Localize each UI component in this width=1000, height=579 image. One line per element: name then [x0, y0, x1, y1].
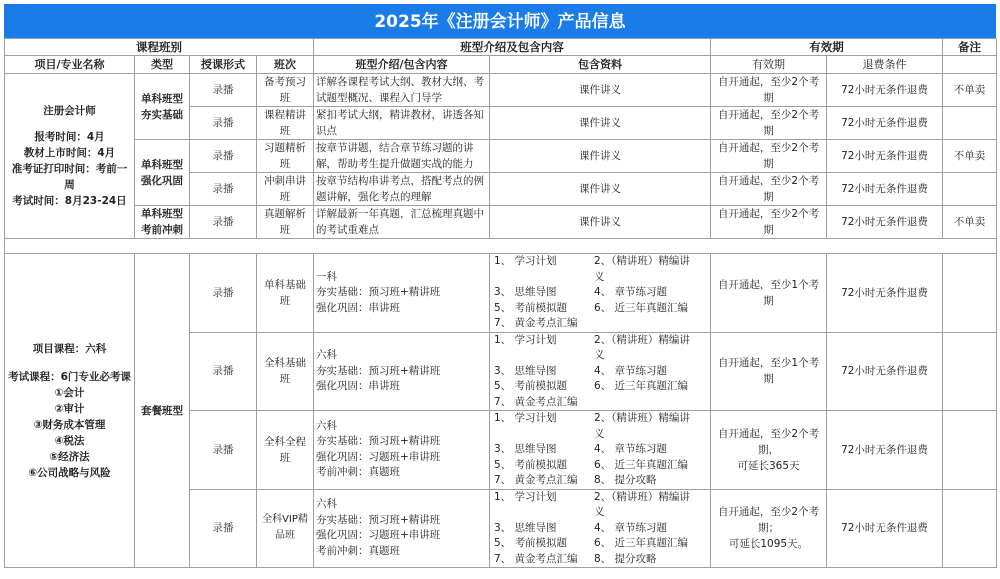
group-header-row: [5, 39, 997, 56]
mode-cell: 录播: [190, 206, 257, 239]
material-item: 3、 思维导图: [494, 364, 557, 377]
material-item: 4、 章节练习题: [594, 364, 668, 377]
intro-line: 强化巩固：串讲班: [316, 380, 400, 392]
validity-cell: 自开通起，至少2个考期: [711, 140, 827, 173]
class-name-cell: 全科全程班: [257, 411, 314, 490]
remark-cell: [943, 332, 997, 411]
project-line: ⑥公司战略与风险: [28, 466, 111, 479]
type-line: 单科班型: [141, 92, 183, 105]
materials-cell: 课件讲义: [490, 74, 711, 107]
type-line: 单科班型: [141, 158, 183, 171]
type-cell: [135, 140, 190, 206]
col-header-validity: 有效期: [711, 56, 827, 74]
material-item: 4、 章节练习题: [594, 286, 668, 298]
table-row: [5, 254, 997, 333]
project-cell-six-subjects: [5, 254, 135, 568]
materials-cell: 课件讲义: [490, 140, 711, 173]
intro-line: 强化巩固：习题班+串讲班: [316, 529, 441, 542]
intro-cell: 按章节讲题，结合章节练习题的讲解，帮助考生提升做题实战的能力: [314, 140, 490, 173]
material-item: 3、 思维导图: [494, 521, 557, 534]
project-line: 注册会计师: [43, 105, 96, 117]
col-header-materials: 包含资料: [490, 56, 711, 74]
validity-line: 自开通起，至少1个考期: [717, 278, 820, 307]
project-line: ③财务成本管理: [33, 418, 106, 431]
validity-cell: 自开通起，至少2个考期: [711, 173, 827, 206]
validity-cell: 自开通起，至少2个考期: [711, 206, 827, 239]
material-item: 5、 考前模拟题: [494, 458, 568, 471]
materials-cell: 课件讲义: [490, 206, 711, 239]
intro-cell: 详解最新一年真题，汇总梳理真题中的考试重难点: [314, 206, 490, 239]
header-validity-group: 有效期: [711, 39, 943, 56]
validity-line: 自开通起，至少2个考期；: [717, 506, 820, 535]
project-line: 项目课程：六科: [32, 342, 107, 355]
project-line: ②审计: [54, 402, 85, 415]
remark-cell: 不单卖: [943, 74, 997, 107]
intro-line: 一科: [316, 270, 337, 283]
intro-cell: 紧扣考试大纲，精讲教材，讲透各知识点: [314, 107, 490, 140]
intro-line: 夯实基础：预习班+精讲班: [316, 513, 441, 526]
product-info-sheet: [4, 4, 996, 568]
refund-cell: 72小时无条件退费: [827, 332, 943, 411]
material-item: 6、 近三年真题汇编: [594, 458, 689, 471]
material-item: 7、 黄金考点汇编: [494, 395, 578, 408]
class-name-cell: 习题精析班: [257, 140, 314, 173]
material-item: 5、 考前模拟题: [494, 380, 568, 392]
material-item: 4、 章节练习题: [594, 521, 668, 534]
project-line: 报考时间：4月: [34, 131, 105, 143]
type-cell: [135, 74, 190, 140]
materials-cell: [490, 411, 711, 490]
material-item: 2、（精讲班）精编讲义: [594, 255, 690, 283]
table-row: [5, 74, 997, 107]
class-name-cell: 真题解析班: [257, 206, 314, 239]
class-name-cell: 全科VIP精品班: [257, 489, 314, 568]
materials-cell: [490, 254, 711, 333]
material-item: 6、 近三年真题汇编: [594, 537, 689, 549]
refund-cell: 72小时无条件退费: [827, 254, 943, 333]
col-header-type: 类型: [135, 56, 190, 74]
materials-cell: [490, 332, 711, 411]
table-row: [5, 206, 997, 239]
header-course-class: 课程班别: [5, 39, 314, 56]
intro-line: 夯实基础：预习班+精讲班: [316, 286, 441, 298]
class-name-cell: 冲刺串讲班: [257, 173, 314, 206]
project-cell-cpa: [5, 74, 135, 239]
mode-cell: 录播: [190, 140, 257, 173]
col-header-intro: 班型介绍/包含内容: [314, 56, 490, 74]
column-header-row: [5, 56, 997, 74]
remark-cell: [943, 173, 997, 206]
remark-cell: [943, 254, 997, 333]
header-remarks: 备注: [943, 39, 997, 56]
material-item: 8、 提分攻略: [594, 474, 657, 486]
material-item: 8、 提分攻略: [594, 552, 657, 565]
materials-cell: [490, 489, 711, 568]
type-line: 夯实基础: [141, 108, 183, 121]
material-item: 3、 思维导图: [494, 443, 557, 455]
intro-cell: 按章节结构串讲考点，搭配考点的例题讲解，强化考点的理解: [314, 173, 490, 206]
intro-line: 六科: [316, 419, 337, 432]
mode-cell: 录播: [190, 332, 257, 411]
materials-cell: 课件讲义: [490, 107, 711, 140]
spacer-row: [5, 239, 997, 254]
remark-cell: [943, 489, 997, 568]
validity-line: 自开通起，至少2个考期，: [717, 427, 820, 456]
intro-cell: [314, 411, 490, 490]
intro-cell: 详解各课程考试大纲、教材大纲、考试题型概况、课程入门导学: [314, 74, 490, 107]
intro-line: 强化巩固：串讲班: [316, 301, 400, 314]
material-item: 7、 黄金考点汇编: [494, 317, 578, 329]
type-line: 单科班型: [141, 208, 183, 220]
validity-line: 可延长1095天。: [728, 538, 809, 551]
material-item: 6、 近三年真题汇编: [594, 380, 689, 392]
project-line: 教材上市时间：4月: [23, 147, 116, 159]
col-header-mode: 授课形式: [190, 56, 257, 74]
class-name-cell: 课程精讲班: [257, 107, 314, 140]
material-item: 6、 近三年真题汇编: [594, 301, 689, 314]
class-name-cell: 单科基础班: [257, 254, 314, 333]
class-name-cell: 全科基础班: [257, 332, 314, 411]
type-line: 考前冲刺: [141, 224, 183, 236]
validity-cell: 自开通起，至少2个考期: [711, 74, 827, 107]
validity-cell: [711, 332, 827, 411]
validity-cell: 自开通起，至少2个考期: [711, 107, 827, 140]
col-header-remark: [943, 56, 997, 74]
project-line: ④税法: [54, 434, 85, 447]
product-table: [4, 38, 997, 568]
intro-line: 六科: [316, 349, 337, 361]
material-item: 1、 学习计划: [494, 490, 557, 503]
refund-cell: 72小时无条件退费: [827, 411, 943, 490]
mode-cell: 录播: [190, 74, 257, 107]
intro-line: 考前冲刺：真题班: [316, 466, 400, 479]
material-item: 1、 学习计划: [494, 412, 557, 424]
material-item: 1、 学习计划: [494, 333, 557, 346]
mode-cell: 录播: [190, 489, 257, 568]
remark-cell: [943, 107, 997, 140]
intro-cell: [314, 254, 490, 333]
page-title: 2025年《注册会计师》产品信息: [4, 4, 996, 38]
intro-line: 夯实基础：预习班+精讲班: [316, 364, 441, 377]
type-cell: [135, 206, 190, 239]
class-name-cell: 备考预习班: [257, 74, 314, 107]
material-item: 3、 思维导图: [494, 286, 557, 298]
project-line: 准考证打印时间：考前一周: [11, 163, 128, 191]
mode-cell: 录播: [190, 107, 257, 140]
refund-cell: 72小时无条件退费: [827, 107, 943, 140]
material-item: 5、 考前模拟题: [494, 301, 568, 314]
intro-line: 强化巩固：习题班+串讲班: [316, 450, 441, 463]
material-item: 7、 黄金考点汇编: [494, 474, 578, 486]
mode-cell: 录播: [190, 254, 257, 333]
material-item: 4、 章节练习题: [594, 443, 668, 455]
refund-cell: 72小时无条件退费: [827, 173, 943, 206]
table-row: [5, 140, 997, 173]
validity-line: 可延长365天: [737, 459, 800, 472]
project-line: ①会计: [54, 386, 85, 399]
remark-cell: 不单卖: [943, 206, 997, 239]
material-item: 1、 学习计划: [494, 255, 557, 267]
col-header-refund: 退费条件: [827, 56, 943, 74]
intro-line: 夯实基础：预习班+精讲班: [316, 435, 441, 448]
materials-cell: 课件讲义: [490, 173, 711, 206]
col-header-class: 班次: [257, 56, 314, 74]
material-item: 7、 黄金考点汇编: [494, 552, 578, 565]
refund-cell: 72小时无条件退费: [827, 140, 943, 173]
header-intro-group: 班型介绍及包含内容: [314, 39, 711, 56]
remark-cell: [943, 411, 997, 490]
type-cell-package: 套餐班型: [135, 254, 190, 568]
project-line: 考试课程：6门专业必考课: [8, 370, 131, 383]
remark-cell: 不单卖: [943, 140, 997, 173]
project-line: 考试时间：8月23-24日: [12, 195, 127, 207]
validity-cell: [711, 254, 827, 333]
mode-cell: 录播: [190, 411, 257, 490]
material-item: 2、（精讲班）精编讲义: [594, 412, 690, 440]
validity-cell: [711, 411, 827, 490]
intro-cell: [314, 489, 490, 568]
material-item: 5、 考前模拟题: [494, 537, 568, 549]
refund-cell: 72小时无条件退费: [827, 489, 943, 568]
refund-cell: 72小时无条件退费: [827, 74, 943, 107]
validity-line: 自开通起，至少1个考期: [717, 357, 820, 386]
intro-line: 考前冲刺：真题班: [316, 544, 400, 557]
material-item: 2、（精讲班）精编讲义: [594, 490, 690, 518]
project-line: ⑤经济法: [49, 450, 90, 463]
refund-cell: 72小时无条件退费: [827, 206, 943, 239]
validity-cell: [711, 489, 827, 568]
intro-line: 六科: [316, 498, 337, 511]
mode-cell: 录播: [190, 173, 257, 206]
intro-cell: [314, 332, 490, 411]
material-item: 2、（精讲班）精编讲义: [594, 333, 690, 361]
col-header-project: 项目/专业名称: [5, 56, 135, 74]
type-line: 强化巩固: [141, 174, 183, 187]
